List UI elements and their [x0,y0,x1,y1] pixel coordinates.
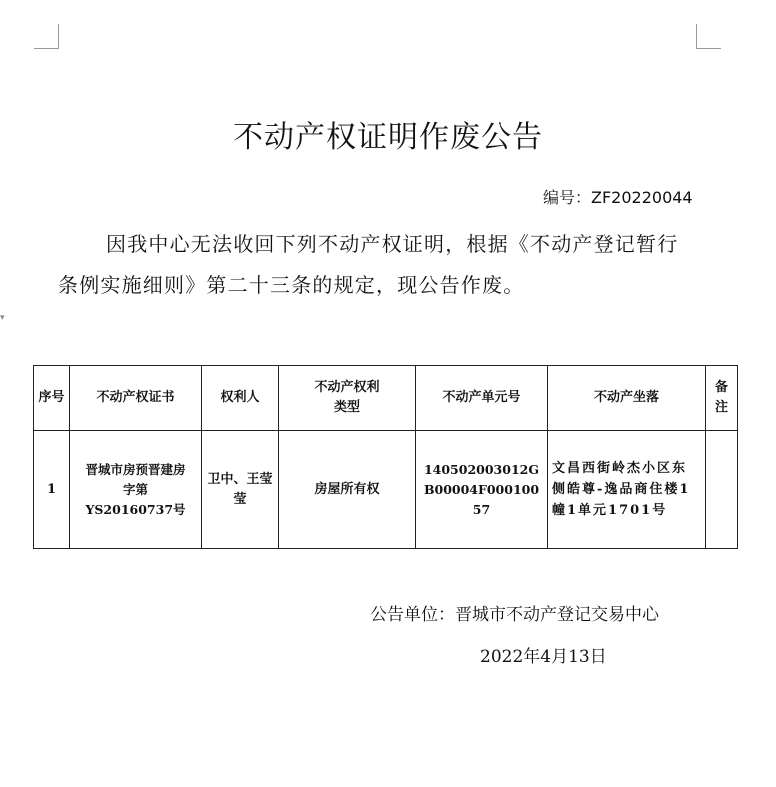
margin-arrow-icon: ▾ [0,313,5,323]
cell-seq: 1 [34,431,70,549]
header-right-type: 不动产权利类型 [279,366,416,431]
cell-holder: 卫中、王莹莹 [202,431,279,549]
issuer: 公告单位：晋城市不动产登记交易中心 [370,605,659,625]
header-holder: 权利人 [202,366,279,431]
table-header-row [34,366,738,431]
header-remarks: 备注 [706,366,738,431]
notice-date: 2022年4月13日 [480,647,607,667]
cell-unit-no: 140502003012GB00004F00010057 [416,431,548,549]
header-seq: 序号 [34,366,70,431]
doc-number: 编号：ZF20220044 [543,188,693,207]
header-certificate: 不动产权证书 [70,366,202,431]
page-corner-mark-top-left [34,24,59,49]
cell-remarks [706,431,738,549]
notice-body: 因我中心无法收回下列不动产权证明，根据《不动产登记暂行条例实施细则》第二十三条的规定，现公告作废。 [58,232,679,297]
table-row [34,431,738,549]
cell-certificate: 晋城市房预晋建房字第YS20160737号 [70,431,202,549]
header-location: 不动产坐落 [548,366,706,431]
page-corner-mark-top-right [696,24,721,49]
cell-location: 文昌西街岭杰小区东侧皓尊-逸品商住楼1幢1单元1701号 [548,431,706,549]
certificate-table [33,365,738,549]
cell-right-type: 房屋所有权 [279,431,416,549]
header-unit-no: 不动产单元号 [416,366,548,431]
notice-title: 不动产权证明作废公告 [233,120,543,156]
